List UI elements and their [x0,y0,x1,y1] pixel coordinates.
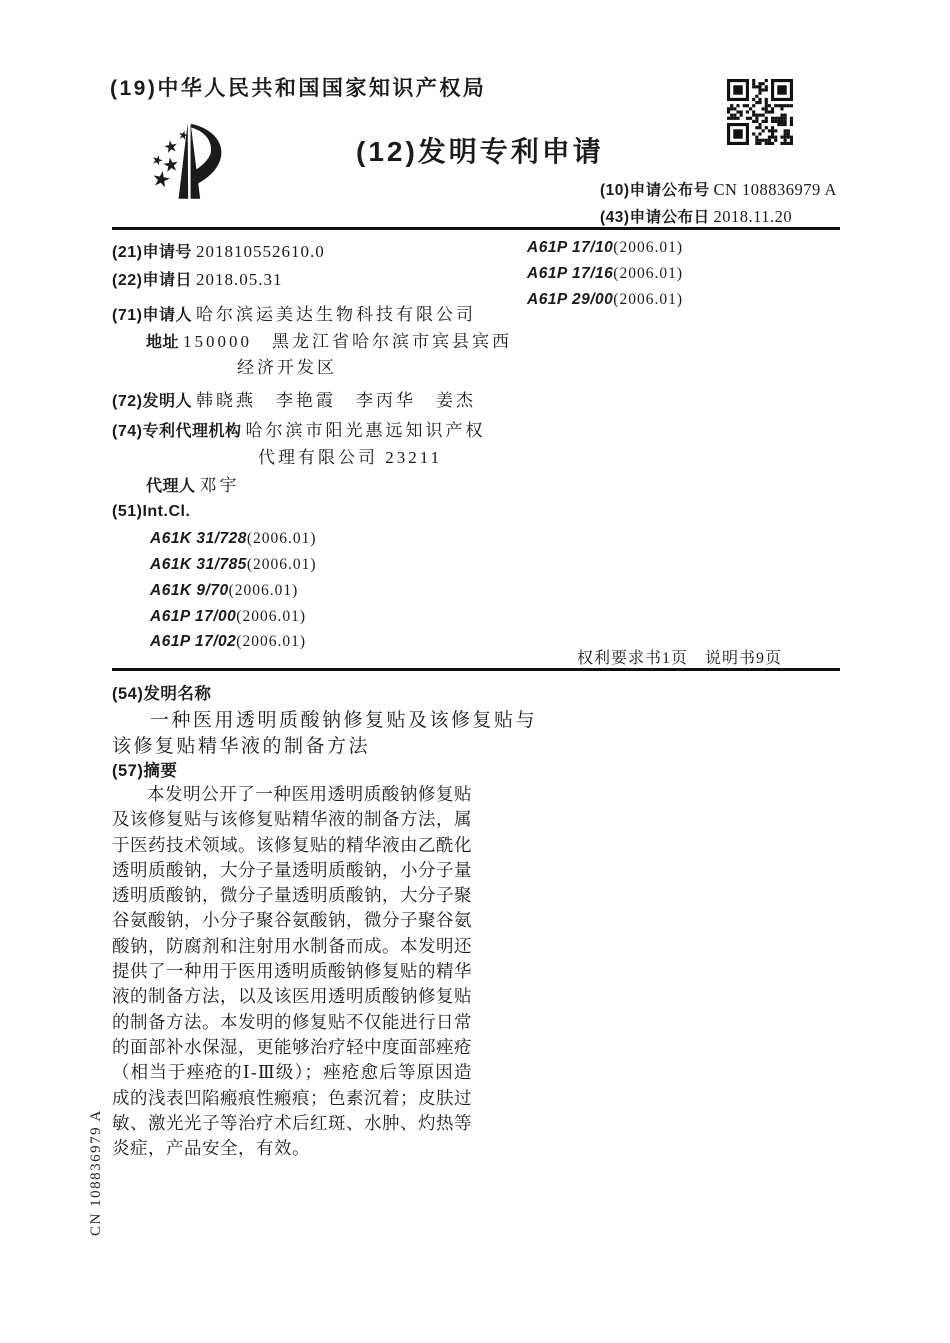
invention-title-line2: 该修复贴精华液的制备方法 [112,736,371,757]
ipc-version: (2006.01) [236,608,306,625]
address-label: 地址 [146,334,180,351]
side-publication-number: CN 108836979 A [88,1109,104,1236]
invention-title-label: (54)发明名称 [112,685,212,703]
ipc-code-row [527,291,683,309]
pages-count-info: 权利要求书1页 说明书9页 [577,650,783,667]
application-number-row [112,239,325,262]
publication-date-label: (43)申请公布日 [600,209,710,226]
publication-date-row [600,205,792,227]
ipc-code: A61P 17/16 [527,265,614,282]
filing-date-label: (22)申请日 [112,272,192,289]
applicant-label: (71)申请人 [112,307,192,324]
agency-name-line2: 代理有限公司 23211 [258,448,443,467]
publication-number: CN 108836979 A [713,180,837,199]
ipc-code-row [527,239,683,257]
application-number-label: (21)申请号 [112,244,192,261]
ipc-code-row [527,265,683,283]
agency-name-line1: 哈尔滨市阳光惠远知识产权 [245,421,486,440]
ipc-code: A61P 17/10 [527,239,614,256]
document-type-title: (12)发明专利申请 [356,136,604,167]
inventors-label: (72)发明人 [112,393,192,410]
publication-date: 2018.11.20 [713,207,793,226]
qr-code-icon [727,79,793,145]
ipc-version: (2006.01) [246,530,317,547]
ipc-code-row [150,633,306,651]
biblio-divider [112,668,840,671]
address-row [146,327,512,352]
ipc-version: (2006.01) [613,291,683,308]
applicant-name: 哈尔滨运美达生物科技有限公司 [195,305,476,324]
ipc-code: A61K 31/728 [150,530,247,547]
header-divider [112,227,840,230]
abstract-label: (57)摘要 [112,762,178,780]
applicant-row [112,300,476,325]
ipc-code: A61P 17/00 [150,608,237,625]
ipc-code-row [150,556,317,574]
ipc-code: A61K 9/70 [150,582,229,599]
ipc-version: (2006.01) [228,582,299,599]
ipc-code: A61K 31/785 [150,556,247,573]
ipc-code-row [150,530,317,548]
agent-row [146,471,240,496]
agency-row [112,416,485,441]
ipc-version: (2006.01) [246,556,317,573]
agency-label: (74)专利代理机构 [112,423,242,440]
address-line1: 150000 黑龙江省哈尔滨市宾县宾西 [183,332,513,351]
abstract-text: 本发明公开了一种医用透明质酸钠修复贴及该修复贴与该修复贴精华液的制备方法，属于医药技术领域。该修复贴的精华液由乙酰化透明质酸钠，大分子量透明质酸钠，小分子量透明质酸钠，微分子量透明质酸钠，大分子聚谷氨酸钠，小分子聚谷氨酸钠，微分子聚谷氨酸钠，防腐剂和注射用水制备而成。本发明还提供了一种用于医用透明质酸钠修复贴的精华液的制备方法，以及该医用透明质酸钠修复贴的制备方法。本发明的修复贴不仅能进行日常的面部补水保湿，更能够治疗轻中度面部痤疮（相当于痤疮的Ⅰ-Ⅲ级）；痤疮愈后等原因造成的浅表凹陷瘢痕性瘢痕；色素沉着；皮肤过敏、激光光子等治疗术后红斑、水肿、灼热等炎症，产品安全，有效。 [112,784,472,1159]
inventors-row [112,386,476,411]
application-number: 201810552610.0 [195,242,325,261]
ipc-version: (2006.01) [613,265,683,282]
issuing-office: (19)中华人民共和国国家知识产权局 [110,77,487,100]
filing-date: 2018.05.31 [195,270,283,289]
publication-number-row [600,178,837,200]
ipc-version: (2006.01) [613,239,683,256]
filing-date-row [112,267,282,290]
cnipa-logo-icon [144,120,240,216]
agent-name: 邓宇 [199,476,240,495]
invention-title-line1: 一种医用透明质酸钠修复贴及该修复贴与 [150,710,538,731]
address-line2: 经济开发区 [237,358,337,377]
publication-number-label: (10)申请公布号 [600,182,710,199]
ipc-version: (2006.01) [236,633,306,650]
agent-label: 代理人 [146,478,196,495]
ipc-code: A61P 17/02 [150,633,237,650]
inventors-names: 韩晓燕 李艳霞 李丙华 姜杰 [195,391,476,410]
ipc-code-row [150,608,306,626]
ipc-code: A61P 29/00 [527,291,614,308]
int-cl-label: (51)Int.Cl. [112,503,191,520]
ipc-code-row [150,582,298,600]
